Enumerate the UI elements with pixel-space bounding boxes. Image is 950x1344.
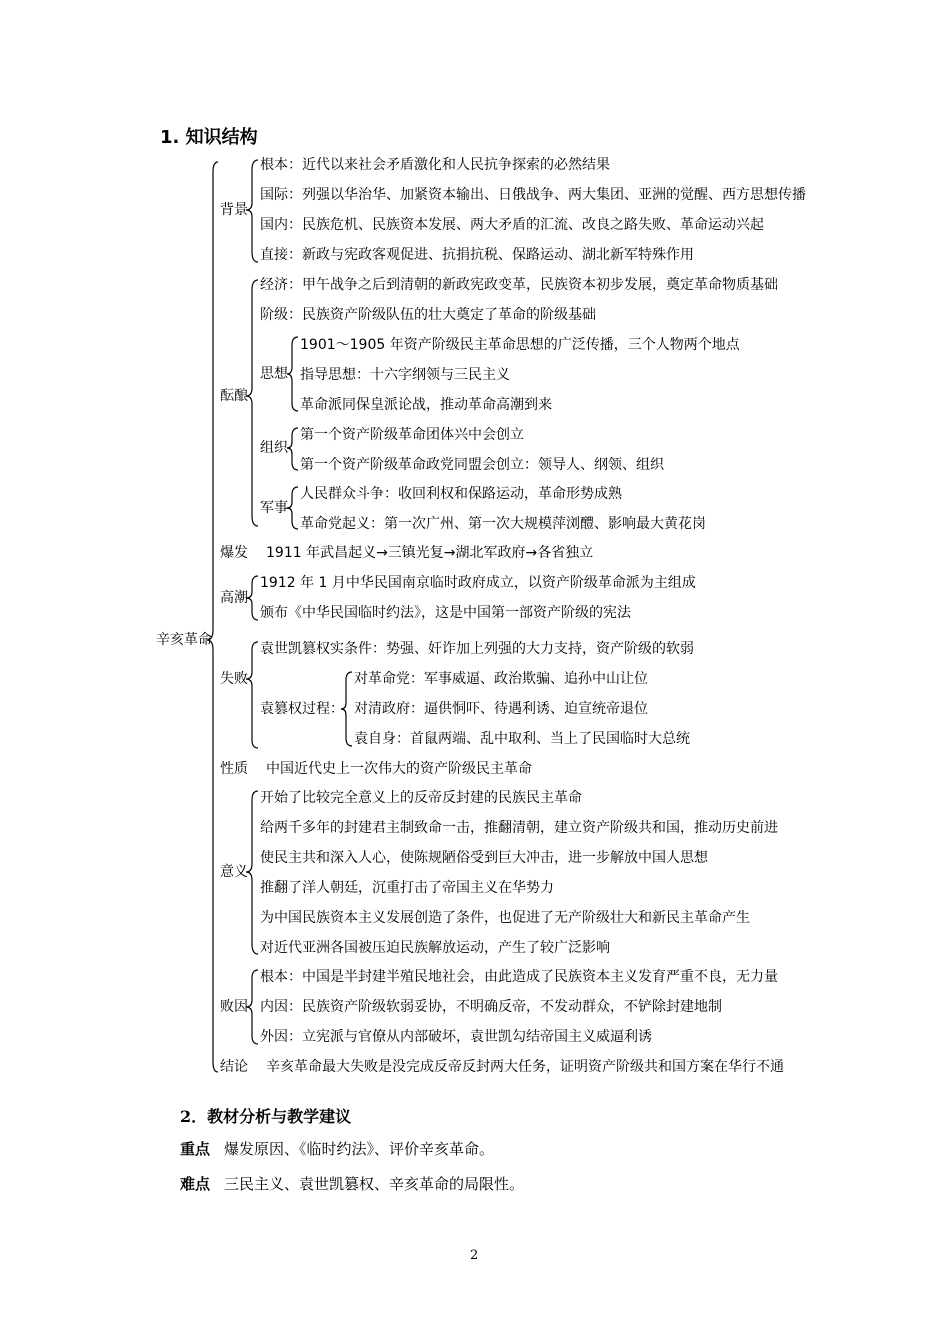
meaning-item: 开始了比较完全意义上的反帝反封建的民族民主革命 bbox=[260, 790, 582, 806]
defeat-item: 外因：立宪派与官僚从内部破坏，袁世凯勾结帝国主义威逼利诱 bbox=[260, 1029, 652, 1045]
org-item: 第一个资产阶级革命政党同盟会创立：领导人、纲领、组织 bbox=[300, 457, 664, 473]
key-points-text: 爆发原因、《临时约法》、评价辛亥革命。 bbox=[224, 1140, 495, 1158]
meaning-item: 给两千多年的封建君主制致命一击，推翻清朝，建立资产阶级共和国，推动历史前进 bbox=[260, 820, 778, 836]
difficult-points-text: 三民主义、袁世凯篡权、辛亥革命的局限性。 bbox=[224, 1175, 525, 1193]
nature-text: 中国近代史上一次伟大的资产阶级民主革命 bbox=[266, 761, 532, 777]
defeat-item: 内因：民族资产阶级软弱妥协，不明确反帝，不发动群众，不铲除封建地制 bbox=[260, 999, 722, 1015]
process-item: 对革命党：军事威逼、政治欺骗、追孙中山让位 bbox=[354, 671, 648, 687]
background-item: 直接：新政与宪政客观促进、抗捐抗税、保路运动、湖北新军特殊作用 bbox=[260, 247, 694, 263]
failure-condition: 袁世凯篡权实条件：势强、奸诈加上列强的大力支持，资产阶级的软弱 bbox=[260, 641, 694, 657]
section-2-title: 2．教材分析与教学建议 bbox=[180, 1107, 352, 1126]
brewing-class: 阶级：民族资产阶级队伍的壮大奠定了革命的阶级基础 bbox=[260, 307, 596, 323]
failure-label: 失败 bbox=[220, 671, 248, 687]
thought-item: 1901～1905 年资产阶级民主革命思想的广泛传播，三个人物两个地点 bbox=[300, 337, 740, 353]
org-label: 组织 bbox=[260, 440, 288, 456]
thought-item: 革命派同保皇派论战，推动革命高潮到来 bbox=[300, 397, 552, 413]
meaning-label: 意义 bbox=[220, 864, 248, 880]
climax-label: 高潮 bbox=[220, 590, 248, 606]
key-points-label: 重点 bbox=[180, 1140, 211, 1158]
military-label: 军事 bbox=[260, 500, 288, 516]
meaning-item: 使民主共和深入人心，使陈规陋俗受到巨大冲击，进一步解放中国人思想 bbox=[260, 850, 708, 866]
brewing-economy: 经济：甲午战争之后到清朝的新政宪政变革，民族资本初步发展，奠定革命物质基础 bbox=[260, 277, 778, 293]
military-item: 革命党起义：第一次广州、第一次大规模萍浏醴、影响最大黄花岗 bbox=[300, 516, 706, 532]
background-item: 国内：民族危机、民族资本发展、两大矛盾的汇流、改良之路失败、革命运动兴起 bbox=[260, 217, 764, 233]
conclusion-text: 辛亥革命最大失败是没完成反帝反封两大任务，证明资产阶级共和国方案在华行不通 bbox=[266, 1059, 784, 1075]
thought-label: 思想 bbox=[260, 366, 288, 382]
process-item: 袁自身：首鼠两端、乱中取利、当上了民国临时大总统 bbox=[354, 731, 690, 747]
climax-item: 颁布《中华民国临时约法》，这是中国第一部资产阶级的宪法 bbox=[260, 605, 631, 621]
outbreak-label: 爆发 bbox=[220, 545, 248, 561]
outbreak-text: 1911 年武昌起义→三镇光复→湖北军政府→各省独立 bbox=[266, 545, 594, 561]
background-label: 背景 bbox=[220, 202, 248, 218]
difficult-points-label: 难点 bbox=[180, 1175, 211, 1193]
conclusion-label: 结论 bbox=[220, 1059, 248, 1075]
meaning-item: 推翻了洋人朝廷，沉重打击了帝国主义在华势力 bbox=[260, 880, 554, 896]
meaning-item: 对近代亚洲各国被压迫民族解放运动，产生了较广泛影响 bbox=[260, 940, 610, 956]
thought-item: 指导思想：十六字纲领与三民主义 bbox=[300, 367, 510, 383]
background-item: 根本：近代以来社会矛盾激化和人民抗争探索的必然结果 bbox=[260, 157, 610, 173]
nature-label: 性质 bbox=[220, 761, 248, 777]
defeat-label: 败因 bbox=[220, 999, 248, 1015]
climax-item: 1912 年 1 月中华民国南京临时政府成立，以资产阶级革命派为主组成 bbox=[260, 575, 696, 591]
process-label: 袁篡权过程： bbox=[260, 701, 344, 717]
military-item: 人民群众斗争：收回利权和保路运动，革命形势成熟 bbox=[300, 486, 622, 502]
defeat-item: 根本：中国是半封建半殖民地社会，由此造成了民族资本主义发育严重不良，无力量 bbox=[260, 969, 778, 985]
meaning-item: 为中国民族资本主义发展创造了条件，也促进了无产阶级壮大和新民主革命产生 bbox=[260, 910, 750, 926]
org-item: 第一个资产阶级革命团体兴中会创立 bbox=[300, 427, 524, 443]
section-1-title: 1. 知识结构 bbox=[160, 127, 258, 148]
background-item: 国际：列强以华治华、加紧资本输出、日俄战争、两大集团、亚洲的觉醒、西方思想传播 bbox=[260, 187, 806, 203]
root-label: 辛亥革命 bbox=[156, 632, 212, 648]
brewing-label: 酝酿 bbox=[220, 388, 248, 404]
key-points bbox=[180, 1138, 494, 1159]
difficult-points bbox=[180, 1173, 524, 1194]
process-item: 对清政府：逼供恫吓、待遇利诱、迫宣统帝退位 bbox=[354, 701, 648, 717]
page-number: 2 bbox=[470, 1248, 479, 1263]
